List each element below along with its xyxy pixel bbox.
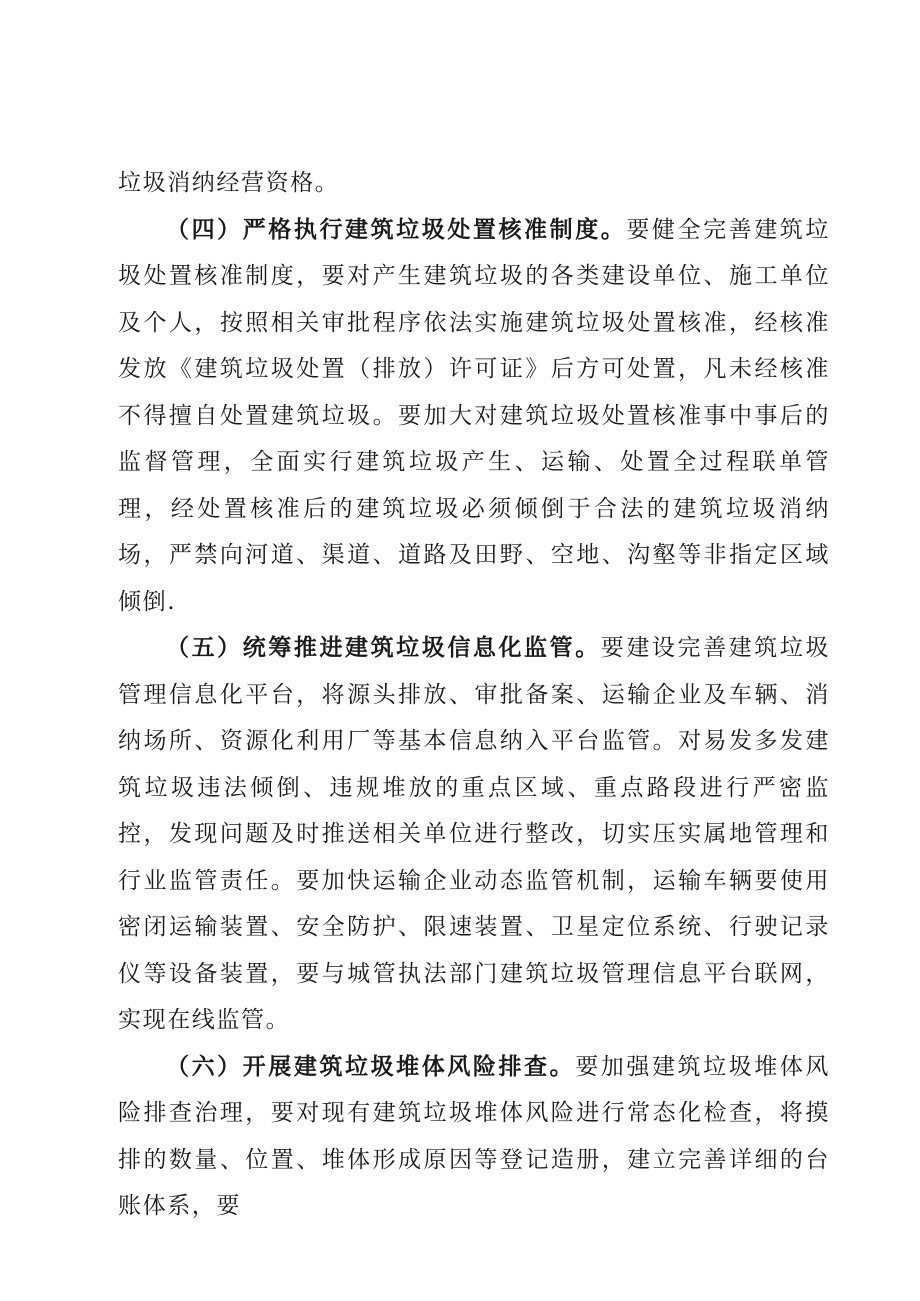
paragraph-section-5	[118, 625, 830, 1044]
paragraph-continuation	[118, 160, 830, 207]
document-body	[118, 160, 830, 1230]
paragraph-body: 要建设完善建筑垃圾管理信息化平台，将源头排放、审批备案、运输企业及车辆、消纳场所、资源化利用厂等基本信息纳入平台监管。对易发多发建筑垃圾违法倾倒、违规堆放的重点区域、重点路段进行严密监控，发现问题及时推送相关单位进行整改，切实压实属地管理和行业监管责任。要加快运输企业动态监管机制，运输车辆要使用密闭运输装置、安全防护、限速装置、卫星定位系统、行驶记录仪等设备装置，要与城管执法部门建筑垃圾管理信息平台联网，实现在线监管。	[118, 635, 831, 1033]
paragraph-body: 垃圾消纳经营资格。	[118, 170, 340, 196]
paragraph-body: 要健全完善建筑垃圾处置核准制度，要对产生建筑垃圾的各类建设单位、施工单位及个人，按照相关审批程序依法实施建筑垃圾处置核准，经核准发放《建筑垃圾处置（排放）许可证》后方可处置，凡未经核准不得擅自处置建筑垃圾。要加大对建筑垃圾处置核准事中事后的监督管理，全面实行建筑垃圾产生、运输、处置全过程联单管理，经处置核准后的建筑垃圾必须倾倒于合法的建筑垃圾消纳场，严禁向河道、渠道、道路及田野、空地、沟壑等非指定区域倾倒.	[118, 216, 830, 615]
section-heading-5: （五）统筹推进建筑垃圾信息化监管。	[166, 634, 601, 661]
section-heading-4: （四）严格执行建筑垃圾处置核准制度。	[166, 215, 627, 243]
section-heading-6: （六）开展建筑垃圾堆体风险排查。	[166, 1052, 576, 1080]
paragraph-section-4	[118, 207, 830, 626]
paragraph-body: 要加强建筑垃圾堆体风险排查治理，要对现有建筑垃圾堆体风险进行常态化检查，将摸排的数量、位置、堆体形成原因等登记造册，建立完善详细的台账体系，要	[118, 1053, 830, 1219]
paragraph-section-6	[118, 1044, 830, 1230]
